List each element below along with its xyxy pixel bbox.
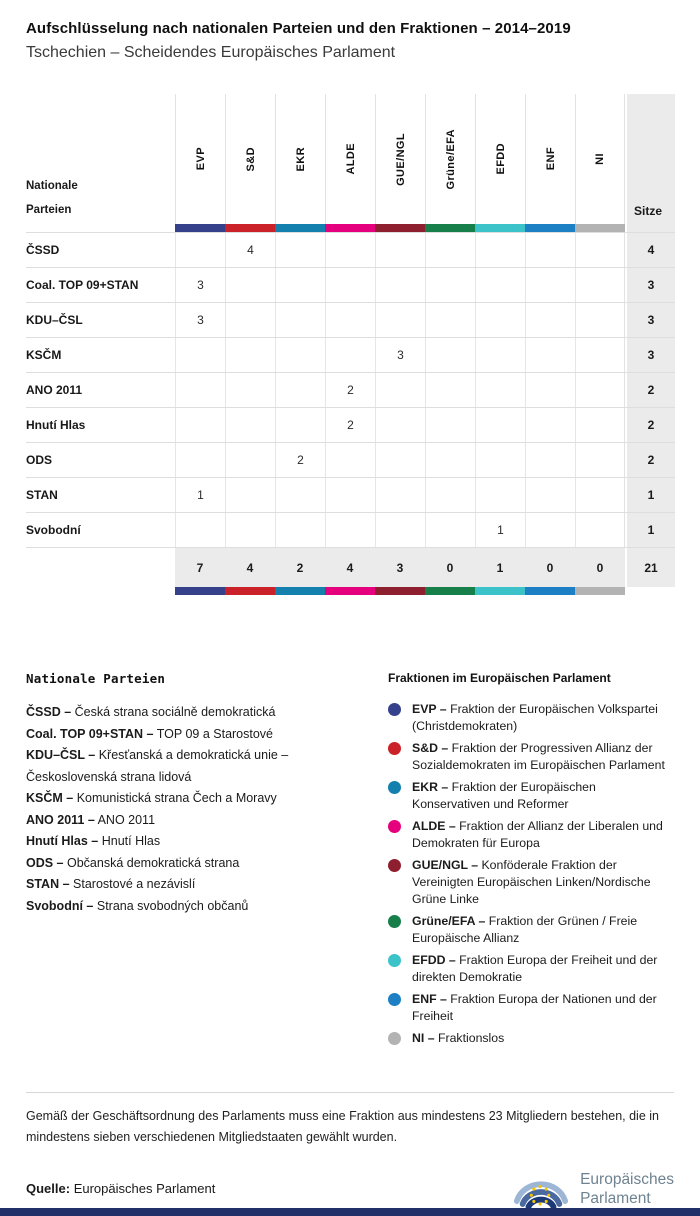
seats-column-header-text: Sitze [634,204,663,218]
seat-value-cell [475,303,525,337]
seat-value-cell [475,233,525,267]
seat-value-cell [175,233,225,267]
seat-value-cell [475,478,525,512]
group-legend-item [388,857,674,908]
group-abbr: NI – [412,1031,435,1045]
seat-value-cell [425,338,475,372]
legend-section [26,671,674,1052]
seat-value-cell [425,268,475,302]
group-color-dot [388,993,401,1006]
table-row [26,512,675,547]
group-color-bar [375,587,425,595]
table-row [26,337,675,372]
group-full-name: Fraktion der Europäischen Konservativen und Reformer [412,780,596,811]
party-full-name: Křesťanská a demokratická unie – Československá strana lidová [26,748,289,784]
source-value: Europäisches Parlament [73,1181,216,1196]
group-legend-item [388,1030,674,1047]
group-color-bar [225,587,275,595]
party-legend-item [26,788,358,810]
party-seats-total: 4 [627,233,675,267]
seat-value-cell [575,443,625,477]
party-legend-item [26,810,358,832]
group-abbr: EVP – [412,702,447,716]
seat-value-cell [475,268,525,302]
group-color-bar [175,224,225,232]
group-legend-item [388,991,674,1025]
party-name: Hnutí Hlas [26,418,86,432]
group-color-bar-row [26,224,675,232]
group-code-label: EVP [194,147,207,171]
seat-value-cell [375,373,425,407]
seat-value-cell [275,338,325,372]
seat-value-cell [375,408,425,442]
group-legend-text [412,779,674,813]
parties-column-header-text: Nationale Parteien [26,180,78,216]
party-abbr: ODS – [26,855,64,870]
group-color-bar [525,587,575,595]
seat-value-cell [575,408,625,442]
seat-value-cell: 2 [325,408,375,442]
seat-value-cell [325,338,375,372]
group-code-label: NI [594,153,606,165]
parties-column-header [26,94,175,224]
ep-logo-text [580,1170,674,1208]
party-abbr: KDU–ČSL – [26,748,96,762]
ep-logo-text-line1: Europäisches [580,1170,674,1188]
seat-value-cell [525,303,575,337]
group-color-bar [575,587,625,595]
group-column-header [525,94,575,224]
seat-value-cell [425,513,475,547]
group-abbr: ALDE – [412,819,456,833]
source-text [26,1181,215,1196]
group-legend-item [388,952,674,986]
page-subtitle: Tschechien – Scheidendes Europäisches Parlament [26,44,396,61]
party-legend-list [26,702,388,917]
group-legend-text [412,701,674,735]
group-column-header [275,94,325,224]
group-color-bar [475,224,525,232]
group-color-bar [275,587,325,595]
seat-value-cell: 2 [325,373,375,407]
group-color-dot [388,915,401,928]
group-abbr: Grüne/EFA – [412,914,486,928]
table-row [26,407,675,442]
party-name: ODS [26,453,53,467]
party-seats-total: 2 [627,373,675,407]
party-full-name: Občanská demokratická strana [67,855,240,870]
seat-value-cell [525,268,575,302]
table-header-row [26,94,675,224]
seat-value-cell [325,478,375,512]
ep-logo [512,1166,674,1211]
seat-value-cell [175,408,225,442]
group-legend [388,671,674,1052]
seat-value-cell [225,478,275,512]
party-seats-total: 3 [627,303,675,337]
seat-value-cell: 3 [175,303,225,337]
seat-value-cell [175,443,225,477]
seat-value-cell [425,303,475,337]
group-column-header [475,94,525,224]
group-color-bar [525,224,575,232]
party-seats-total: 3 [627,338,675,372]
group-full-name: Fraktion der Grünen / Freie Europäische Allianz [412,914,638,945]
group-full-name: Fraktion der Progressiven Allianz der Sozialdemokraten im Europäischen Parlament [412,741,665,772]
seat-value-cell: 4 [225,233,275,267]
seat-value-cell [325,303,375,337]
seat-value-cell [325,443,375,477]
group-legend-item [388,818,674,852]
group-total: 0 [425,548,475,587]
group-full-name: Fraktion der Allianz der Liberalen und Demokraten für Europa [412,819,663,850]
seat-value-cell [425,478,475,512]
group-color-bar [575,224,625,232]
totals-row-spacer [26,548,175,587]
party-abbr: STAN – [26,877,70,891]
table-row [26,442,675,477]
party-abbr: Coal. TOP 09+STAN – [26,726,154,741]
seat-value-cell [175,373,225,407]
totals-row [26,547,675,587]
seat-value-cell [575,373,625,407]
seat-value-cell [375,303,425,337]
seat-value-cell [325,268,375,302]
seat-value-cell [425,233,475,267]
bar-row-spacer [26,224,175,232]
party-seats-total: 2 [627,408,675,442]
group-full-name: Konföderale Fraktion der Vereinigten Europäischen Linken/Nordische Grüne Linke [412,858,651,906]
group-abbr: EKR – [412,780,449,794]
seat-value-cell [525,338,575,372]
group-column-header [375,94,425,224]
seat-value-cell [325,233,375,267]
seat-value-cell [275,513,325,547]
group-legend-text [412,740,674,774]
seat-value-cell: 2 [275,443,325,477]
group-legend-text [412,1030,504,1047]
party-name: Coal. TOP 09+STAN [26,278,139,292]
group-code-label: Grüne/EFA [444,128,457,190]
group-column-header [225,94,275,224]
seat-value-cell [525,373,575,407]
seats-bar-spacer [627,587,675,595]
party-full-name: TOP 09 a Starostové [156,726,274,741]
party-name: ANO 2011 [26,383,83,397]
seat-value-cell [575,338,625,372]
group-total: 4 [325,548,375,587]
group-column-header [575,94,625,224]
group-code-label: GUE/NGL [394,132,407,186]
party-full-name: Starostové a nezávislí [73,877,196,891]
seat-value-cell: 1 [175,478,225,512]
party-seats-total: 3 [627,268,675,302]
seat-value-cell [225,513,275,547]
table-row [26,477,675,512]
source-label: Quelle: [26,1181,71,1196]
group-code-label: S&D [244,146,257,172]
seat-value-cell [575,478,625,512]
seat-value-cell: 3 [375,338,425,372]
seat-value-cell [525,513,575,547]
seat-value-cell [525,478,575,512]
ep-logo-icon [512,1166,570,1211]
group-legend-title: Fraktionen im Europäischen Parlament [388,671,611,685]
group-legend-text [412,818,674,852]
group-color-dot [388,859,401,872]
group-legend-text [412,991,674,1025]
party-seats-total: 1 [627,513,675,547]
group-legend-text [412,952,674,986]
bottom-accent-bar [0,1208,700,1216]
group-legend-list [388,701,674,1047]
party-abbr: Svobodní – [26,898,94,913]
party-full-name: Komunistická strana Čech a Moravy [76,791,277,805]
seat-value-cell [275,303,325,337]
group-abbr: ENF – [412,992,447,1006]
seat-value-cell [275,268,325,302]
seat-value-cell [275,373,325,407]
group-total: 4 [225,548,275,587]
group-legend-text [412,857,674,908]
group-full-name: Fraktion Europa der Nationen und der Freiheit [412,992,657,1023]
party-legend [26,671,388,1052]
party-name: ČSSD [26,243,60,257]
party-legend-title: Nationale Parteien [26,671,166,686]
ep-logo-text-line2: Parlament [580,1189,651,1207]
party-name: KDU–ČSL [26,313,83,327]
group-legend-text [412,913,674,947]
seat-value-cell [225,443,275,477]
seat-value-cell [375,513,425,547]
seat-value-cell [575,513,625,547]
party-legend-item [26,745,358,788]
seat-value-cell [225,268,275,302]
party-name: KSČM [26,348,62,362]
group-full-name: Fraktionslos [437,1031,505,1045]
group-color-bar [175,587,225,595]
seat-value-cell [425,443,475,477]
seat-value-cell [425,373,475,407]
group-color-bar [275,224,325,232]
seat-value-cell [375,233,425,267]
seat-value-cell [325,513,375,547]
party-abbr: KSČM – [26,791,74,805]
party-legend-item [26,702,358,724]
table-row [26,267,675,302]
group-color-bar [425,587,475,595]
group-column-header [425,94,475,224]
party-abbr: ČSSD – [26,705,72,719]
group-full-name: Fraktion der Europäischen Volkspartei (Christdemokraten) [412,702,658,733]
source-row [26,1166,674,1211]
page-title: Aufschlüsselung nach nationalen Parteien und den Fraktionen – 2014–2019 [26,20,571,37]
party-seats-total: 1 [627,478,675,512]
party-seats-total: 2 [627,443,675,477]
seat-value-cell [575,268,625,302]
seat-value-cell [275,408,325,442]
seat-value-cell [275,478,325,512]
seat-value-cell [225,338,275,372]
seat-value-cell [525,408,575,442]
party-abbr: ANO 2011 – [26,812,95,827]
footer-divider [26,1092,674,1093]
group-color-bar [325,224,375,232]
seat-value-cell [375,478,425,512]
group-code-label: ALDE [344,143,357,175]
seat-value-cell [175,513,225,547]
seat-value-cell: 3 [175,268,225,302]
seat-value-cell [525,443,575,477]
seats-table [26,94,675,595]
group-total: 0 [575,548,625,587]
seat-value-cell [175,338,225,372]
seat-value-cell [425,408,475,442]
party-full-name: Česká strana sociálně demokratická [74,705,276,719]
group-abbr: EFDD – [412,953,456,967]
group-column-header [325,94,375,224]
group-legend-item [388,779,674,813]
group-total: 2 [275,548,325,587]
group-total: 1 [475,548,525,587]
group-total: 7 [175,548,225,587]
grand-total-seats: 21 [627,548,675,587]
seat-value-cell [475,443,525,477]
seat-value-cell: 1 [475,513,525,547]
seat-value-cell [225,303,275,337]
party-legend-item [26,874,358,896]
group-color-dot [388,703,401,716]
group-code-label: ENF [544,147,557,171]
party-name: STAN [26,488,58,502]
group-full-name: Fraktion Europa der Freiheit und der direkten Demokratie [412,953,658,984]
group-code-label: EFDD [494,143,507,175]
group-legend-item [388,740,674,774]
group-color-dot [388,954,401,967]
group-legend-item [388,913,674,947]
table-row [26,372,675,407]
party-legend-item [26,853,358,875]
group-total: 3 [375,548,425,587]
bar-row-spacer [26,587,175,595]
group-color-bar-row-bottom [26,587,675,595]
group-color-dot [388,781,401,794]
group-column-header [175,94,225,224]
seat-value-cell [475,373,525,407]
seat-value-cell [275,233,325,267]
table-row [26,232,675,267]
table-row [26,302,675,337]
seat-value-cell [575,233,625,267]
group-color-bar [425,224,475,232]
seat-value-cell [475,338,525,372]
seat-value-cell [375,268,425,302]
seat-value-cell [375,443,425,477]
group-color-dot [388,742,401,755]
seat-value-cell [225,408,275,442]
seat-value-cell [575,303,625,337]
footnote: Gemäß der Geschäftsordnung des Parlaments muss eine Fraktion aus mindestens 23 Mitgliedern bestehen, die in mindestens sieben verschiedenen Mitgliedstaaten gewählt wurden. [26,1109,659,1144]
party-legend-item [26,724,358,746]
group-color-bar [225,224,275,232]
party-legend-item [26,831,358,853]
seats-bar-cell [627,224,675,232]
seat-value-cell [475,408,525,442]
group-color-bar [475,587,525,595]
group-legend-item [388,701,674,735]
party-full-name: ANO 2011 [97,812,156,827]
party-full-name: Hnutí Hlas [101,834,161,848]
group-color-bar [325,587,375,595]
party-legend-item [26,896,358,918]
group-color-bar [375,224,425,232]
party-full-name: Strana svobodných občanů [96,898,249,913]
seat-value-cell [525,233,575,267]
group-abbr: S&D – [412,741,449,755]
seat-value-cell [225,373,275,407]
seats-column-header [627,94,675,224]
group-code-label: EKR [294,146,307,172]
group-color-dot [388,820,401,833]
party-abbr: Hnutí Hlas – [26,834,99,848]
party-name: Svobodní [26,523,81,537]
group-total: 0 [525,548,575,587]
group-color-dot [388,1032,401,1045]
group-abbr: GUE/NGL – [412,858,479,872]
